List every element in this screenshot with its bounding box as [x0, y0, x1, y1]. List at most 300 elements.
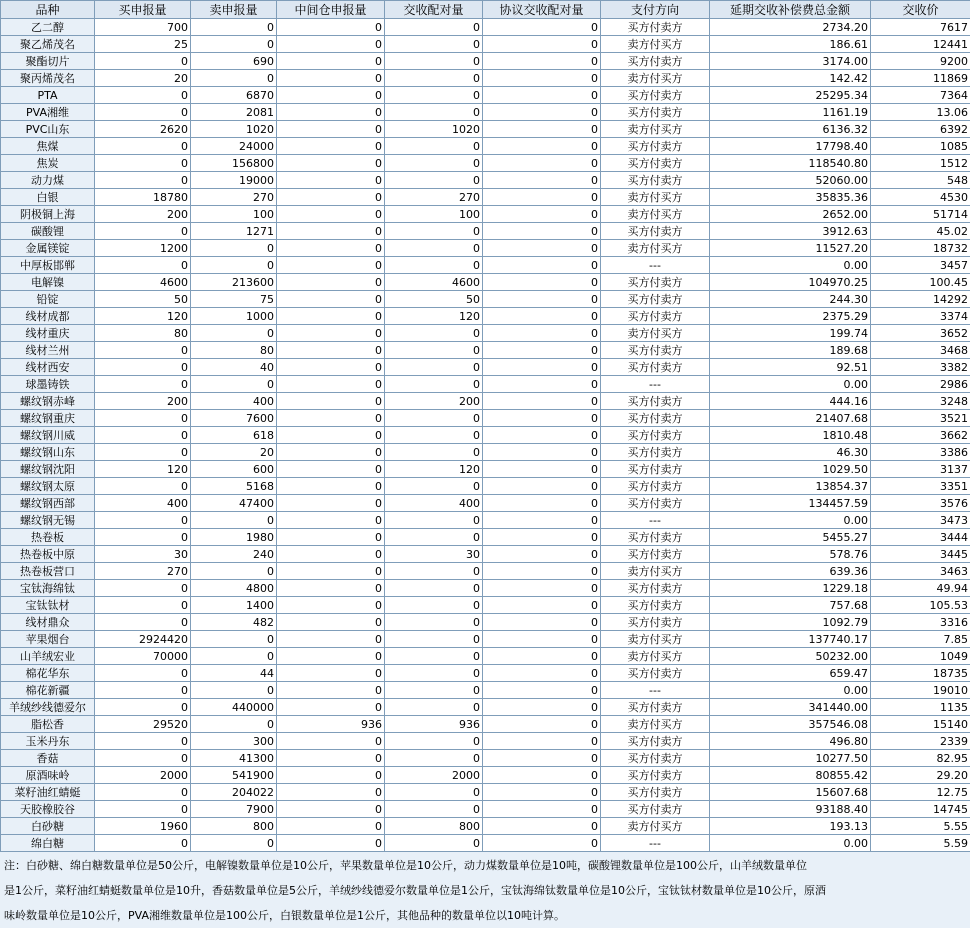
table-row: [1, 138, 970, 155]
cell-intermediate-declared: 0: [277, 750, 385, 767]
cell-agreement-matched: 0: [483, 138, 601, 155]
cell-delivery-price: 3576: [871, 495, 970, 512]
cell-compensation-total: 496.80: [710, 733, 871, 750]
table-row: [1, 53, 970, 70]
cell-agreement-matched: 0: [483, 835, 601, 852]
cell-variety: 宝钛钛材: [1, 597, 95, 614]
cell-sell-declared: 0: [191, 240, 277, 257]
cell-buy-declared: 30: [95, 546, 191, 563]
cell-buy-declared: 0: [95, 580, 191, 597]
cell-intermediate-declared: 0: [277, 478, 385, 495]
cell-delivery-matched: 0: [385, 172, 483, 189]
cell-payment-direction: 买方付卖方: [601, 172, 710, 189]
cell-sell-declared: 440000: [191, 699, 277, 716]
cell-payment-direction: 卖方付买方: [601, 716, 710, 733]
cell-delivery-matched: 0: [385, 648, 483, 665]
cell-compensation-total: 639.36: [710, 563, 871, 580]
cell-sell-declared: 240: [191, 546, 277, 563]
cell-sell-declared: 0: [191, 563, 277, 580]
table-row: [1, 189, 970, 206]
cell-intermediate-declared: 0: [277, 19, 385, 36]
table-row: [1, 529, 970, 546]
cell-variety: 阴极铜上海: [1, 206, 95, 223]
cell-payment-direction: 买方付卖方: [601, 104, 710, 121]
cell-sell-declared: 1000: [191, 308, 277, 325]
cell-agreement-matched: 0: [483, 240, 601, 257]
cell-payment-direction: 买方付卖方: [601, 138, 710, 155]
cell-buy-declared: 0: [95, 410, 191, 427]
cell-buy-declared: 0: [95, 699, 191, 716]
cell-sell-declared: 100: [191, 206, 277, 223]
cell-buy-declared: 0: [95, 801, 191, 818]
table-row: [1, 784, 970, 801]
cell-agreement-matched: 0: [483, 767, 601, 784]
cell-agreement-matched: 0: [483, 104, 601, 121]
cell-intermediate-declared: 0: [277, 682, 385, 699]
cell-delivery-price: 3374: [871, 308, 970, 325]
cell-delivery-matched: 100: [385, 206, 483, 223]
table-row: [1, 325, 970, 342]
cell-payment-direction: 买方付卖方: [601, 359, 710, 376]
cell-variety: PVC山东: [1, 121, 95, 138]
cell-compensation-total: 6136.32: [710, 121, 871, 138]
cell-buy-declared: 0: [95, 53, 191, 70]
cell-payment-direction: 卖方付买方: [601, 563, 710, 580]
cell-variety: 羊绒纱线德爱尔: [1, 699, 95, 716]
cell-variety: 热卷板中原: [1, 546, 95, 563]
cell-delivery-price: 14745: [871, 801, 970, 818]
cell-variety: 白砂糖: [1, 818, 95, 835]
table-row: [1, 342, 970, 359]
cell-delivery-matched: 0: [385, 36, 483, 53]
footnote: [0, 852, 970, 928]
cell-intermediate-declared: 0: [277, 376, 385, 393]
cell-delivery-matched: 0: [385, 342, 483, 359]
cell-payment-direction: 买方付卖方: [601, 495, 710, 512]
cell-intermediate-declared: 0: [277, 121, 385, 138]
cell-agreement-matched: 0: [483, 189, 601, 206]
cell-agreement-matched: 0: [483, 444, 601, 461]
cell-payment-direction: 买方付卖方: [601, 223, 710, 240]
cell-compensation-total: 21407.68: [710, 410, 871, 427]
cell-payment-direction: 买方付卖方: [601, 461, 710, 478]
cell-delivery-price: 3248: [871, 393, 970, 410]
cell-agreement-matched: 0: [483, 274, 601, 291]
cell-delivery-matched: 0: [385, 53, 483, 70]
cell-buy-declared: 270: [95, 563, 191, 580]
cell-compensation-total: 2375.29: [710, 308, 871, 325]
cell-payment-direction: 卖方付买方: [601, 70, 710, 87]
cell-agreement-matched: 0: [483, 291, 601, 308]
table-row: [1, 291, 970, 308]
cell-delivery-price: 19010: [871, 682, 970, 699]
table-row: [1, 563, 970, 580]
cell-payment-direction: 卖方付买方: [601, 206, 710, 223]
cell-payment-direction: 买方付卖方: [601, 410, 710, 427]
cell-variety: 绵白糖: [1, 835, 95, 852]
cell-agreement-matched: 0: [483, 427, 601, 444]
cell-delivery-matched: 0: [385, 376, 483, 393]
cell-payment-direction: 买方付卖方: [601, 801, 710, 818]
table-row: [1, 36, 970, 53]
cell-compensation-total: 659.47: [710, 665, 871, 682]
table-row: [1, 461, 970, 478]
cell-agreement-matched: 0: [483, 563, 601, 580]
cell-buy-declared: 700: [95, 19, 191, 36]
table-row: [1, 614, 970, 631]
cell-delivery-price: 9200: [871, 53, 970, 70]
cell-delivery-matched: 1020: [385, 121, 483, 138]
table-row: [1, 257, 970, 274]
cell-buy-declared: 80: [95, 325, 191, 342]
cell-delivery-matched: 0: [385, 410, 483, 427]
cell-intermediate-declared: 0: [277, 835, 385, 852]
table-row: [1, 410, 970, 427]
cell-sell-declared: 24000: [191, 138, 277, 155]
cell-sell-declared: 5168: [191, 478, 277, 495]
cell-sell-declared: 0: [191, 19, 277, 36]
col-header-buy-declared: 买申报量: [95, 1, 191, 19]
cell-intermediate-declared: 0: [277, 546, 385, 563]
cell-intermediate-declared: 0: [277, 36, 385, 53]
cell-buy-declared: 0: [95, 87, 191, 104]
cell-delivery-price: 15140: [871, 716, 970, 733]
cell-sell-declared: 1980: [191, 529, 277, 546]
cell-agreement-matched: 0: [483, 19, 601, 36]
cell-buy-declared: 0: [95, 342, 191, 359]
cell-agreement-matched: 0: [483, 648, 601, 665]
cell-sell-declared: 600: [191, 461, 277, 478]
table-row: [1, 444, 970, 461]
col-header-variety: 品种: [1, 1, 95, 19]
cell-delivery-matched: 30: [385, 546, 483, 563]
cell-variety: PTA: [1, 87, 95, 104]
table-row: [1, 427, 970, 444]
cell-payment-direction: 买方付卖方: [601, 155, 710, 172]
cell-intermediate-declared: 0: [277, 342, 385, 359]
col-header-compensation-total: 延期交收补偿费总金额: [710, 1, 871, 19]
table-row: [1, 240, 970, 257]
cell-delivery-matched: 0: [385, 529, 483, 546]
cell-intermediate-declared: 0: [277, 155, 385, 172]
cell-buy-declared: 0: [95, 427, 191, 444]
cell-compensation-total: 0.00: [710, 376, 871, 393]
cell-variety: 动力煤: [1, 172, 95, 189]
cell-delivery-price: 13.06: [871, 104, 970, 121]
cell-delivery-price: 3316: [871, 614, 970, 631]
cell-intermediate-declared: 0: [277, 410, 385, 427]
cell-delivery-price: 1512: [871, 155, 970, 172]
table-row: [1, 155, 970, 172]
cell-variety: 聚丙烯茂名: [1, 70, 95, 87]
cell-payment-direction: 买方付卖方: [601, 614, 710, 631]
cell-delivery-matched: 0: [385, 444, 483, 461]
cell-delivery-price: 3473: [871, 512, 970, 529]
cell-buy-declared: 0: [95, 138, 191, 155]
cell-sell-declared: 19000: [191, 172, 277, 189]
cell-compensation-total: 137740.17: [710, 631, 871, 648]
cell-buy-declared: 120: [95, 461, 191, 478]
cell-buy-declared: 25: [95, 36, 191, 53]
cell-compensation-total: 50232.00: [710, 648, 871, 665]
cell-sell-declared: 44: [191, 665, 277, 682]
cell-sell-declared: 41300: [191, 750, 277, 767]
cell-delivery-price: 100.45: [871, 274, 970, 291]
cell-intermediate-declared: 0: [277, 104, 385, 121]
table-row: [1, 70, 970, 87]
cell-delivery-price: 3468: [871, 342, 970, 359]
cell-buy-declared: 2000: [95, 767, 191, 784]
cell-delivery-matched: 4600: [385, 274, 483, 291]
cell-agreement-matched: 0: [483, 478, 601, 495]
cell-variety: 线材鼎众: [1, 614, 95, 631]
cell-agreement-matched: 0: [483, 631, 601, 648]
cell-variety: 山羊绒宏业: [1, 648, 95, 665]
cell-intermediate-declared: 0: [277, 274, 385, 291]
cell-delivery-price: 3382: [871, 359, 970, 376]
cell-agreement-matched: 0: [483, 750, 601, 767]
cell-sell-declared: 47400: [191, 495, 277, 512]
table-row: [1, 274, 970, 291]
cell-compensation-total: 0.00: [710, 682, 871, 699]
cell-sell-declared: 0: [191, 325, 277, 342]
cell-payment-direction: 买方付卖方: [601, 478, 710, 495]
cell-compensation-total: 17798.40: [710, 138, 871, 155]
cell-delivery-price: 2986: [871, 376, 970, 393]
cell-delivery-price: 3521: [871, 410, 970, 427]
cell-intermediate-declared: 0: [277, 240, 385, 257]
cell-compensation-total: 578.76: [710, 546, 871, 563]
cell-variety: 螺纹钢重庆: [1, 410, 95, 427]
cell-buy-declared: 18780: [95, 189, 191, 206]
cell-intermediate-declared: 0: [277, 257, 385, 274]
cell-delivery-matched: 0: [385, 784, 483, 801]
cell-buy-declared: 0: [95, 733, 191, 750]
cell-compensation-total: 244.30: [710, 291, 871, 308]
cell-compensation-total: 92.51: [710, 359, 871, 376]
cell-sell-declared: 541900: [191, 767, 277, 784]
cell-buy-declared: 0: [95, 512, 191, 529]
cell-agreement-matched: 0: [483, 580, 601, 597]
cell-delivery-matched: 0: [385, 155, 483, 172]
cell-buy-declared: 120: [95, 308, 191, 325]
cell-compensation-total: 1229.18: [710, 580, 871, 597]
cell-payment-direction: 买方付卖方: [601, 699, 710, 716]
col-header-delivery-matched: 交收配对量: [385, 1, 483, 19]
cell-compensation-total: 118540.80: [710, 155, 871, 172]
cell-sell-declared: 6870: [191, 87, 277, 104]
cell-buy-declared: 0: [95, 172, 191, 189]
cell-compensation-total: 757.68: [710, 597, 871, 614]
cell-buy-declared: 0: [95, 597, 191, 614]
cell-payment-direction: ---: [601, 257, 710, 274]
col-header-sell-declared: 卖申报量: [191, 1, 277, 19]
cell-payment-direction: 卖方付买方: [601, 325, 710, 342]
cell-compensation-total: 15607.68: [710, 784, 871, 801]
cell-delivery-matched: 0: [385, 325, 483, 342]
cell-delivery-matched: 400: [385, 495, 483, 512]
cell-intermediate-declared: 0: [277, 172, 385, 189]
cell-compensation-total: 193.13: [710, 818, 871, 835]
table-row: [1, 121, 970, 138]
cell-compensation-total: 35835.36: [710, 189, 871, 206]
cell-delivery-matched: 0: [385, 359, 483, 376]
cell-agreement-matched: 0: [483, 665, 601, 682]
cell-intermediate-declared: 0: [277, 444, 385, 461]
table-row: [1, 308, 970, 325]
cell-buy-declared: 200: [95, 206, 191, 223]
cell-intermediate-declared: 0: [277, 223, 385, 240]
cell-payment-direction: 买方付卖方: [601, 427, 710, 444]
cell-compensation-total: 3912.63: [710, 223, 871, 240]
cell-agreement-matched: 0: [483, 682, 601, 699]
cell-payment-direction: 买方付卖方: [601, 546, 710, 563]
table-row: [1, 818, 970, 835]
cell-payment-direction: 买方付卖方: [601, 665, 710, 682]
table-row: [1, 393, 970, 410]
cell-delivery-price: 1135: [871, 699, 970, 716]
cell-intermediate-declared: 0: [277, 631, 385, 648]
cell-agreement-matched: 0: [483, 87, 601, 104]
table-row: [1, 699, 970, 716]
cell-compensation-total: 93188.40: [710, 801, 871, 818]
cell-intermediate-declared: 0: [277, 529, 385, 546]
cell-intermediate-declared: 0: [277, 189, 385, 206]
cell-delivery-price: 3351: [871, 478, 970, 495]
cell-sell-declared: 0: [191, 512, 277, 529]
cell-intermediate-declared: 0: [277, 512, 385, 529]
table-row: [1, 104, 970, 121]
cell-compensation-total: 104970.25: [710, 274, 871, 291]
cell-delivery-matched: 0: [385, 478, 483, 495]
cell-delivery-price: 3652: [871, 325, 970, 342]
cell-intermediate-declared: 0: [277, 138, 385, 155]
cell-payment-direction: 买方付卖方: [601, 750, 710, 767]
cell-delivery-price: 49.94: [871, 580, 970, 597]
cell-payment-direction: 卖方付买方: [601, 818, 710, 835]
cell-agreement-matched: 0: [483, 308, 601, 325]
cell-compensation-total: 0.00: [710, 835, 871, 852]
cell-delivery-matched: 120: [385, 308, 483, 325]
cell-buy-declared: 4600: [95, 274, 191, 291]
cell-payment-direction: ---: [601, 682, 710, 699]
cell-variety: 香菇: [1, 750, 95, 767]
cell-delivery-price: 1085: [871, 138, 970, 155]
cell-variety: 聚酯切片: [1, 53, 95, 70]
cell-delivery-price: 6392: [871, 121, 970, 138]
cell-buy-declared: 0: [95, 376, 191, 393]
cell-variety: 天胶橡胶谷: [1, 801, 95, 818]
cell-sell-declared: 0: [191, 376, 277, 393]
table-row: [1, 172, 970, 189]
cell-delivery-matched: 0: [385, 733, 483, 750]
cell-variety: 原酒味岭: [1, 767, 95, 784]
cell-intermediate-declared: 0: [277, 699, 385, 716]
cell-agreement-matched: 0: [483, 172, 601, 189]
cell-payment-direction: 买方付卖方: [601, 19, 710, 36]
cell-delivery-matched: 0: [385, 682, 483, 699]
cell-delivery-price: 4530: [871, 189, 970, 206]
cell-compensation-total: 142.42: [710, 70, 871, 87]
cell-intermediate-declared: 0: [277, 427, 385, 444]
cell-sell-declared: 0: [191, 70, 277, 87]
cell-compensation-total: 11527.20: [710, 240, 871, 257]
cell-agreement-matched: 0: [483, 70, 601, 87]
cell-sell-declared: 204022: [191, 784, 277, 801]
cell-compensation-total: 444.16: [710, 393, 871, 410]
cell-intermediate-declared: 0: [277, 325, 385, 342]
cell-sell-declared: 156800: [191, 155, 277, 172]
cell-variety: 线材成都: [1, 308, 95, 325]
cell-delivery-matched: 0: [385, 512, 483, 529]
cell-buy-declared: 1960: [95, 818, 191, 835]
cell-payment-direction: ---: [601, 512, 710, 529]
cell-payment-direction: 买方付卖方: [601, 733, 710, 750]
table-row: [1, 835, 970, 852]
cell-delivery-price: 18732: [871, 240, 970, 257]
cell-buy-declared: 0: [95, 478, 191, 495]
cell-payment-direction: 卖方付买方: [601, 121, 710, 138]
cell-delivery-matched: 0: [385, 750, 483, 767]
cell-sell-declared: 4800: [191, 580, 277, 597]
cell-delivery-price: 51714: [871, 206, 970, 223]
cell-compensation-total: 25295.34: [710, 87, 871, 104]
cell-variety: 焦煤: [1, 138, 95, 155]
table-row: [1, 648, 970, 665]
cell-intermediate-declared: 0: [277, 818, 385, 835]
cell-variety: 脂松香: [1, 716, 95, 733]
cell-agreement-matched: 0: [483, 699, 601, 716]
cell-delivery-price: 3386: [871, 444, 970, 461]
table-row: [1, 206, 970, 223]
cell-payment-direction: ---: [601, 835, 710, 852]
cell-delivery-price: 3662: [871, 427, 970, 444]
cell-compensation-total: 52060.00: [710, 172, 871, 189]
cell-compensation-total: 0.00: [710, 512, 871, 529]
table-row: [1, 478, 970, 495]
cell-variety: 螺纹钢无锡: [1, 512, 95, 529]
cell-sell-declared: 618: [191, 427, 277, 444]
footnote-line: 是1公斤，菜籽油红蜻蜓数量单位是10升，香菇数量单位是5公斤，羊绒纱线德爱尔数量单位是1公斤，宝钛海绵钛数量单位是10公斤，宝钛钛材数量单位是10公斤，原酒: [4, 878, 966, 903]
cell-agreement-matched: 0: [483, 818, 601, 835]
table-body: [1, 19, 970, 852]
cell-delivery-matched: 0: [385, 257, 483, 274]
table-row: [1, 87, 970, 104]
cell-delivery-price: 3444: [871, 529, 970, 546]
cell-intermediate-declared: 0: [277, 206, 385, 223]
cell-variety: 电解镍: [1, 274, 95, 291]
cell-variety: 线材西安: [1, 359, 95, 376]
cell-agreement-matched: 0: [483, 325, 601, 342]
cell-sell-declared: 0: [191, 257, 277, 274]
cell-agreement-matched: 0: [483, 461, 601, 478]
cell-compensation-total: 186.61: [710, 36, 871, 53]
cell-delivery-price: 105.53: [871, 597, 970, 614]
cell-agreement-matched: 0: [483, 784, 601, 801]
cell-payment-direction: 买方付卖方: [601, 291, 710, 308]
cell-sell-declared: 2081: [191, 104, 277, 121]
cell-payment-direction: 买方付卖方: [601, 580, 710, 597]
cell-sell-declared: 0: [191, 835, 277, 852]
cell-agreement-matched: 0: [483, 223, 601, 240]
table-row: [1, 512, 970, 529]
cell-delivery-matched: 0: [385, 87, 483, 104]
cell-agreement-matched: 0: [483, 495, 601, 512]
cell-buy-declared: 200: [95, 393, 191, 410]
cell-sell-declared: 690: [191, 53, 277, 70]
cell-compensation-total: 134457.59: [710, 495, 871, 512]
cell-delivery-matched: 0: [385, 223, 483, 240]
